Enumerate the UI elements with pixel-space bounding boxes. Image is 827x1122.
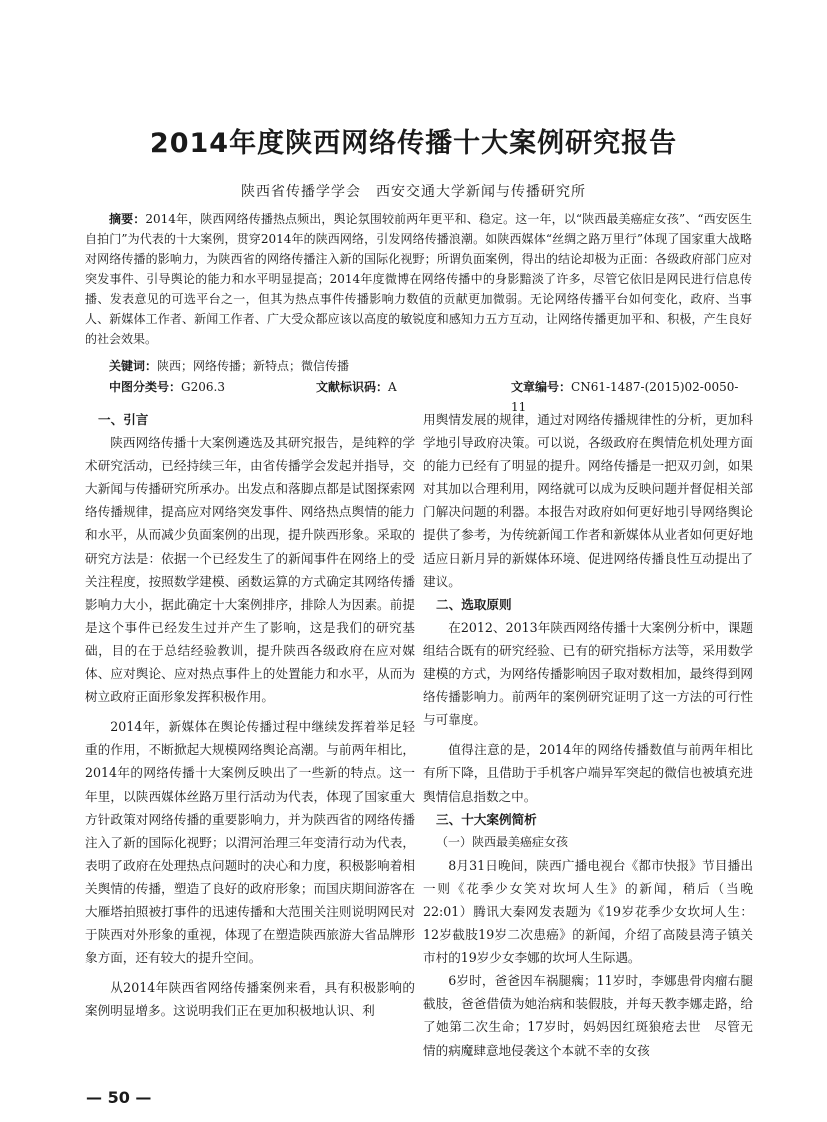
paragraph: 用舆情发展的规律，通过对网络传播规律性的分析，更加科学地引导政府决策。可以说，各级政府在舆情危机处理方面的能力已经有了明显的提升。网络传播是一把双刃剑，如果对其加以合理利用，网络就可以成为反映问题并督促相关部门解决问题的利器。本报告对政府如何更好地引导网络舆论提供了参考，为传统新闻工作者和新媒体从业者如何更好地适应日新月异的新媒体环境、促进网络传播良性互动提出了建议。 (423, 412, 753, 589)
right-column (423, 408, 753, 1088)
abstract-text: 2014年，陕西网络传播热点频出，舆论氛围较前两年更平和、稳定。这一年，以“陕西最美癌症女孩”、“西安医生自拍门”为代表的十大案例，贯穿2014年的陕西网络，引发网络传播浪潮。如陕西媒体“丝绸之路万里行”体现了国家重大战略对网络传播的影响力，为陕西省的网络传播注入新的国际化视野；所谓负面案例，得出的结论却极为正面：各级政府部门应对突发事件、引导舆论的能力和水平明显提高；2014年度微博在网络传播中的身影黯淡了许多，尽管它依旧是网民进行信息传播、发表意见的可选平台之一，但其为热点事件传播影响力数值的贡献更加微弱。无论网络传播平台如何变化，政府、当事人、新媒体工作者、新闻工作者、广大受众都应该以高度的敏锐度和感知力五方互动，让网络传播更加平和、积极，产生良好的社会效果。 (85, 212, 752, 346)
keywords (109, 356, 752, 376)
paragraph: 6岁时，爸爸因车祸腿瘸；11岁时，李娜患骨肉瘤右腿截肢，爸爸借债为她治病和装假肢，并每天教李娜走路，给了她第二次生命；17岁时，妈妈因红斑狼疮去世 尽管无情的病魔肆意地侵袭这个本就不幸的女孩 (423, 973, 753, 1058)
keywords-text: 陕西；网络传播；新特点；微信传播 (157, 359, 350, 373)
document-code: 文献标识码：A (316, 380, 397, 394)
abstract-label: 摘要： (109, 212, 146, 226)
abstract (85, 209, 752, 349)
article-title: 2014年度陕西网络传播十大案例研究报告 (149, 128, 678, 159)
paragraph: 在2012、2013年陕西网络传播十大案例分析中，课题组结合既有的研究经验、已有的研究指标方法等，采用数学建模的方式，为网络传播影响因子取对数相加，最终得到网络传播影响力。前两年的案例研究证明了这一方法的可行性与可靠度。 (423, 619, 753, 728)
section-heading-top-ten-cases: 三、十大案例简析 (436, 811, 537, 827)
left-column (85, 408, 415, 1088)
section-heading-selection-principle: 二、选取原则 (436, 596, 512, 612)
article-meta (109, 377, 752, 414)
paragraph: 值得注意的是，2014年的网络传播数值与前两年相比有所下降，且借助于手机客户端异军突起的微信也被填充进舆情信息指数之中。 (423, 742, 753, 804)
paragraph: 从2014年陕西省网络传播案例来看，具有积极影响的案例明显增多。这说明我们正在更加积极地认识、利 (85, 980, 415, 1019)
paragraph: 2014年，新媒体在舆论传播过程中继续发挥着举足轻重的作用，不断掀起大规模网络舆论高潮。与前两年相比，2014年的网络传播十大案例反映出了一些新的特点。这一年里，以陕西媒体丝路万里行活动为代表，体现了国家重大方针政策对网络传播的重要影响力，并为陕西省的网络传播注入了新的国际化视野；以渭河治理三年变清行动为代表，表明了政府在处理热点问题时的决心和力度，积极影响着相关舆情的传播，塑造了良好的政府形象；而国庆期间游客在大雁塔拍照被打事件的迅速传播和大范围关注则说明网民对于陕西对外形象的重视，体现了在塑造陕西旅游大省品牌形象方面，还有较大的提升空间。 (85, 719, 415, 966)
section-heading-introduction: 一、引言 (98, 412, 149, 427)
article-number: 文章编号：CN61-1487-(2015)02-0050-11 (511, 380, 739, 414)
article-authors: 陕西省传播学学会 西安交通大学新闻与传播研究所 (241, 184, 586, 200)
paragraph: 陕西网络传播十大案例遴选及其研究报告，是纯粹的学术研究活动，已经持续三年，由省传播学会发起并指导，交大新闻与传播研究所承办。出发点和落脚点都是试图探索网络传播规律，提高应对网络突发事件、网络热点舆情的能力和水平，从而减少负面案例的出现，提升陕西形象。采取的研究方法是：依据一个已经发生了的新闻事件在网络上的受关注程度，按照数学建模、函数运算的方式确定其网络传播影响力大小，据此确定十大案例排序，排除人为因素。前提是这个事件已经发生过并产生了影响，这是我们的研究基础，目的在于总结经验教训，提升陕西各级政府在应对媒体、应对舆论、应对热点事件上的处置能力和水平，从而为树立政府正面形象发挥积极作用。 (85, 435, 415, 705)
subsection-heading-case-one: （一）陕西最美癌症女孩 (436, 834, 569, 849)
classification-number: 中图分类号：G206.3 (109, 380, 225, 394)
paragraph: 8月31日晚间，陕西广播电视台《都市快报》节目播出一则《花季少女笑对坎坷人生》的新闻，稍后（当晚22:01）腾讯大秦网发表题为《19岁花季少女坎坷人生：12岁截肢19岁二次患癌》的新闻，介绍了高陵县湾子镇关市村的19岁少女李娜的坎坷人生际遇。 (423, 857, 753, 966)
keywords-label: 关键词： (109, 359, 158, 373)
page-number: — 50 — (86, 1088, 152, 1107)
